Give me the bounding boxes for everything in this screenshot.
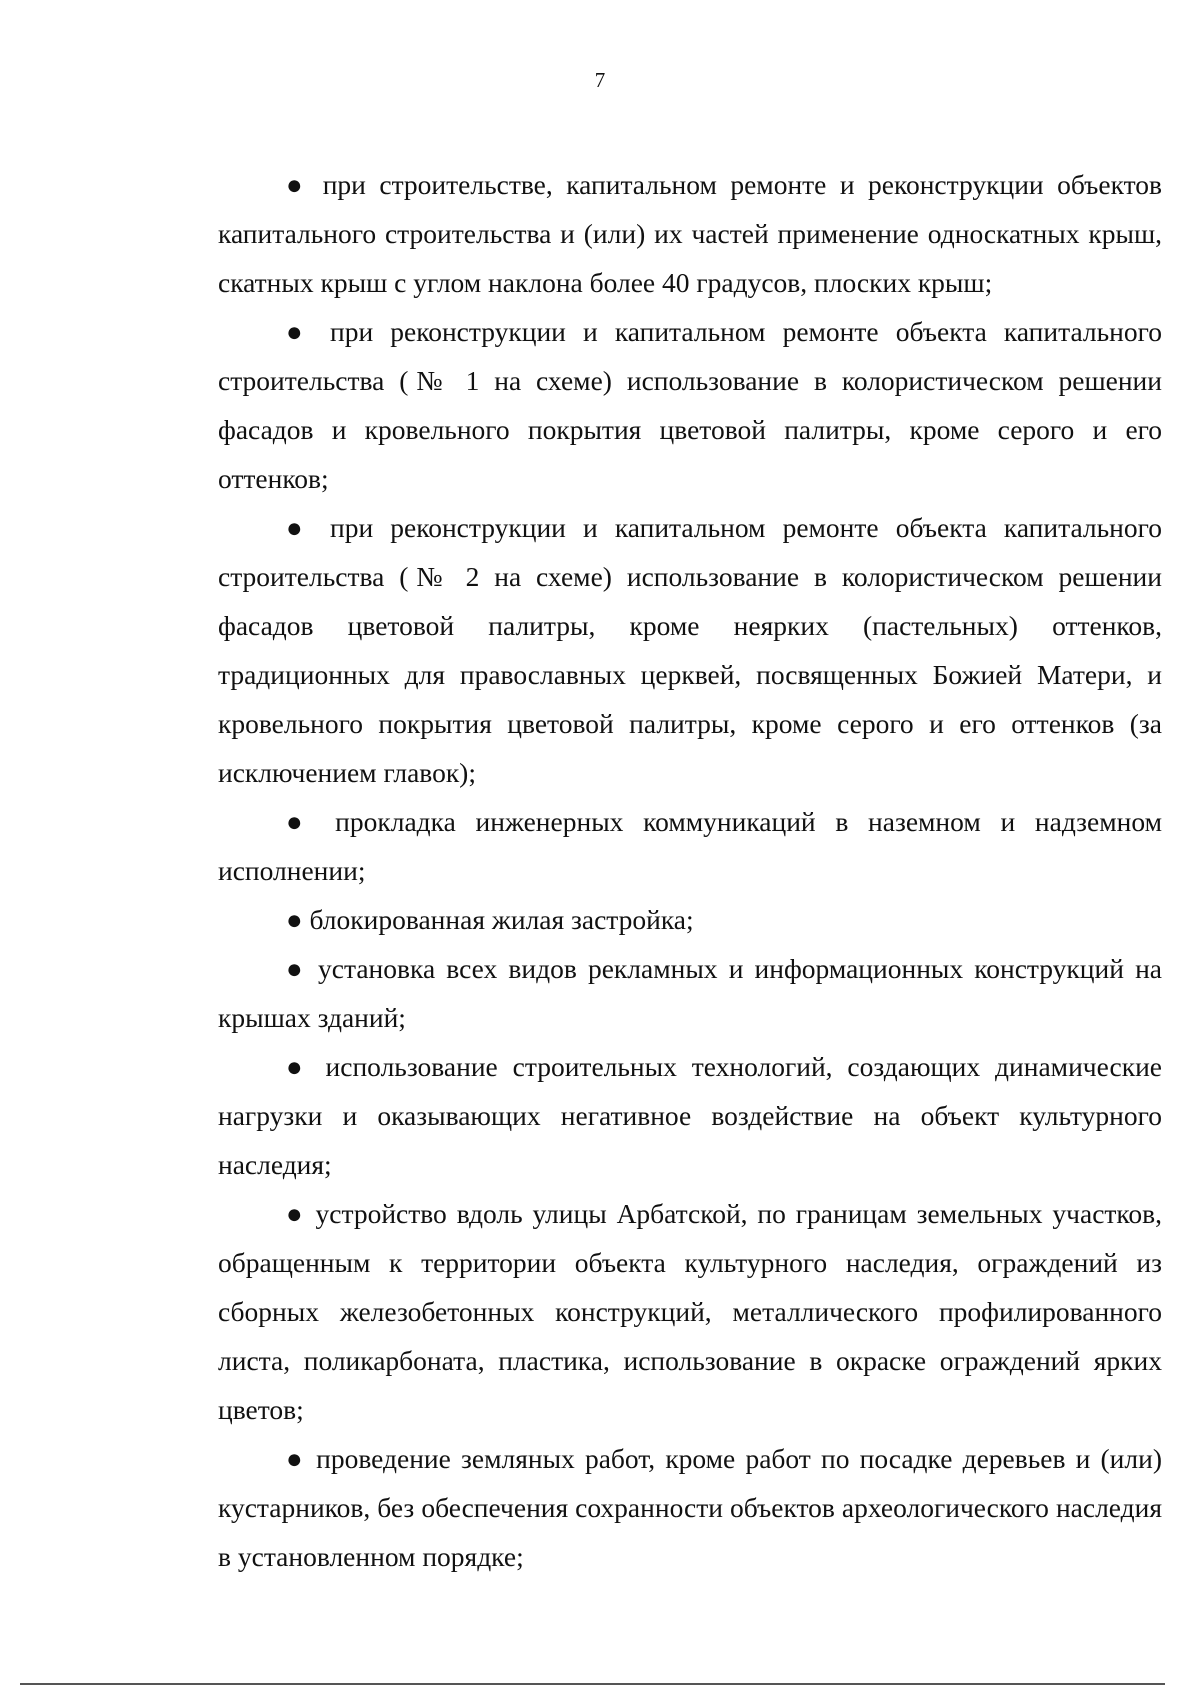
list-item <box>218 307 1162 503</box>
list-item <box>218 503 1162 797</box>
list-item <box>218 797 1162 895</box>
list-item-text: устройство вдоль улицы Арбатской, по границам земельных участков, обращенным к территории объекта культурного наследия, ограждений из сборных железобетонных конструкций, металлического профилированного листа, поликарбоната, пластика, использование в окраске ограждений ярких цветов; <box>218 1198 1162 1425</box>
list-item <box>218 1189 1162 1434</box>
list-item <box>218 1434 1162 1581</box>
list-item <box>218 944 1162 1042</box>
list-item <box>218 895 1162 944</box>
list-item-text: блокированная жилая застройка; <box>309 904 694 935</box>
list-item-text: при реконструкции и капитальном ремонте объекта капитального строительства (№ 2 на схеме) использование в колористическом решении фасадов цветовой палитры, кроме неярких (пастельных) оттенков, традиционных для православных церквей, посвященных Божией Матери, и кровельного покрытия цветовой палитры, кроме серого и его оттенков (за исключением главок); <box>218 512 1162 788</box>
list-item-text: использование строительных технологий, создающих динамические нагрузки и оказывающих негативное воздействие на объект культурного наследия; <box>218 1051 1162 1180</box>
list-item <box>218 160 1162 307</box>
restrictions-list <box>218 160 1162 1581</box>
bullet-icon: ● <box>286 953 307 984</box>
list-item-text: установка всех видов рекламных и информационных конструкций на крышах зданий; <box>218 953 1162 1033</box>
bullet-icon: ● <box>286 904 303 935</box>
list-item-text: прокладка инженерных коммуникаций в наземном и надземном исполнении; <box>218 806 1162 886</box>
list-item-text: при реконструкции и капитальном ремонте объекта капитального строительства (№ 1 на схеме) использование в колористическом решении фасадов и кровельного покрытия цветовой палитры, кроме серого и его оттенков; <box>218 316 1162 494</box>
bottom-divider <box>20 1683 1165 1685</box>
bullet-icon: ● <box>286 316 313 347</box>
bullet-icon: ● <box>286 1443 306 1474</box>
bullet-icon: ● <box>286 1198 306 1229</box>
list-item-text: при строительстве, капитальном ремонте и реконструкции объектов капитального строительства и (или) их частей применение односкатных крыш, скатных крыш с углом наклона более 40 градусов, плоских крыш; <box>218 169 1162 298</box>
list-item-text: проведение земляных работ, кроме работ по посадке деревьев и (или) кустарников, без обеспечения сохранности объектов археологического наследия в установленном порядке; <box>218 1443 1162 1572</box>
list-item <box>218 1042 1162 1189</box>
bullet-icon: ● <box>286 806 316 837</box>
bullet-icon: ● <box>286 169 310 200</box>
bullet-icon: ● <box>286 512 313 543</box>
bullet-icon: ● <box>286 1051 311 1082</box>
page-number: 7 <box>594 68 606 92</box>
